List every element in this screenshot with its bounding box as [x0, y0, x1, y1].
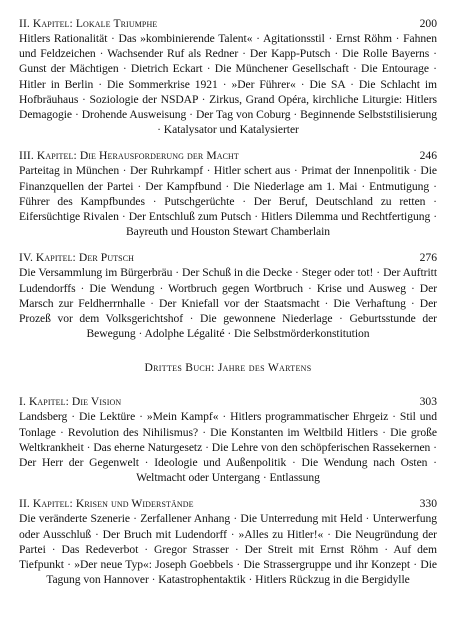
toc-entry: [19, 395, 437, 485]
chapter-summary: Die veränderte Szenerie · Zerfallener Anhang · Die Unterredung mit Held · Unterwerfung oder Ausschluß · Der Bruch mit Ludendorff · »Alles zu Hitler!« · Die Neugründung der Partei · Das Redeverbot · Gregor Strasser · Der Streit mit Ernst Röhm · Auf dem Tiefpunkt · »Der neue Typ«: Joseph Goebbels · Die Strassergruppe und ihr Konzept · Die Tagung von Hannover · Katastrophentaktik · Hitlers Rückzug in die Bergidylle: [19, 512, 437, 587]
chapter-title: II. Kapitel: Lokale Triumphe: [19, 17, 158, 30]
page-number: 330: [419, 497, 437, 511]
chapter-title: I. Kapitel: Die Vision: [19, 395, 122, 409]
toc-entry: [19, 497, 437, 587]
chapter-title: IV. Kapitel: Der Putsch: [19, 251, 135, 265]
page-number: 200: [419, 17, 437, 30]
chapter-title: II. Kapitel: Krisen und Widerstände: [19, 497, 194, 511]
chapter-summary: Parteitag in München · Der Ruhrkampf · Hitler schert aus · Primat der Innenpolitik · Die Finanzquellen der Partei · Der Kampfbund · Die Niederlage am 1. Mai · Entmutigung · Führer des Kampfbundes · Putschgerüchte · Der Beruf, Deutschland zu retten · Eifersüchtige Rivalen · Der Entschluß zum Putsch · Hitlers Dilemma und Rechtfertigung · Bayreuth und Houston Stewart Chamberlain: [19, 164, 437, 239]
chapter-summary: Die Versammlung im Bürgerbräu · Der Schuß in die Decke · Steger oder tot! · Der Auftritt Ludendorffs · Die Wendung · Wortbruch gegen Wortbruch · Krise und Ausweg · Der Marsch zur Feldherrnhalle · Der Kniefall vor der Staatsmacht · Die Verhaftung · Der Prozeß vor dem Volksgerichtshof · Die gewonnene Niederlage · Geburtsstunde der Bewegung · Adolphe Légalité · Die Selbstmörderkonstitution: [19, 266, 437, 341]
chapter-heading-row: [19, 251, 437, 265]
chapter-heading-row: [19, 395, 437, 409]
page-number: 246: [419, 149, 437, 163]
chapter-heading-row: [19, 497, 437, 511]
page-number: 303: [419, 395, 437, 409]
page-number: 276: [419, 251, 437, 265]
toc-entry: [19, 149, 437, 239]
book-heading: Drittes Buch: Jahre des Wartens: [144, 361, 312, 375]
chapter-summary: Hitlers Rationalität · Das »kombinierende Talent« · Agitationsstil · Ernst Röhm · Fahnen und Feldzeichen · Wachsender Ruf als Redner · Der Kapp-Putsch · Die Rolle Bayerns · Gunst der Mächtigen · Dietrich Eckart · Die Münchener Gesellschaft · Die Entourage · Hitler in Berlin · Die Sommerkrise 1921 · »Der Führer« · Die SA · Die Schlacht im Hofbräuhaus · Soziologie der NSDAP · Zirkus, Grand Opéra, kirchliche Liturgie: Hitlers Demagogie · Drohende Ausweisung · Der Tag von Coburg · Beginnende Selbststilisierung · Katalysator und Katalysierter: [19, 32, 437, 137]
toc-entry: [19, 251, 437, 341]
toc-entry: [19, 17, 437, 137]
chapter-summary: Landsberg · Die Lektüre · »Mein Kampf« · Hitlers programmatischer Ehrgeiz · Stil und Tonlage · Revolution des Nihilismus? · Die Konstanten im Weltbild Hitlers · Die große Weltkrankheit · Das eherne Naturgesetz · Die Lehre von den schöpferischen Rassekernen · Der Herr der Gegenwelt · Ideologie und Außenpolitik · Die Wendung nach Osten · Weltmacht oder Untergang · Entlassung: [19, 410, 437, 485]
chapter-heading-row: [19, 149, 437, 163]
chapter-heading-row: [19, 17, 437, 31]
chapter-title: III. Kapitel: Die Herausforderung der Macht: [19, 149, 239, 163]
